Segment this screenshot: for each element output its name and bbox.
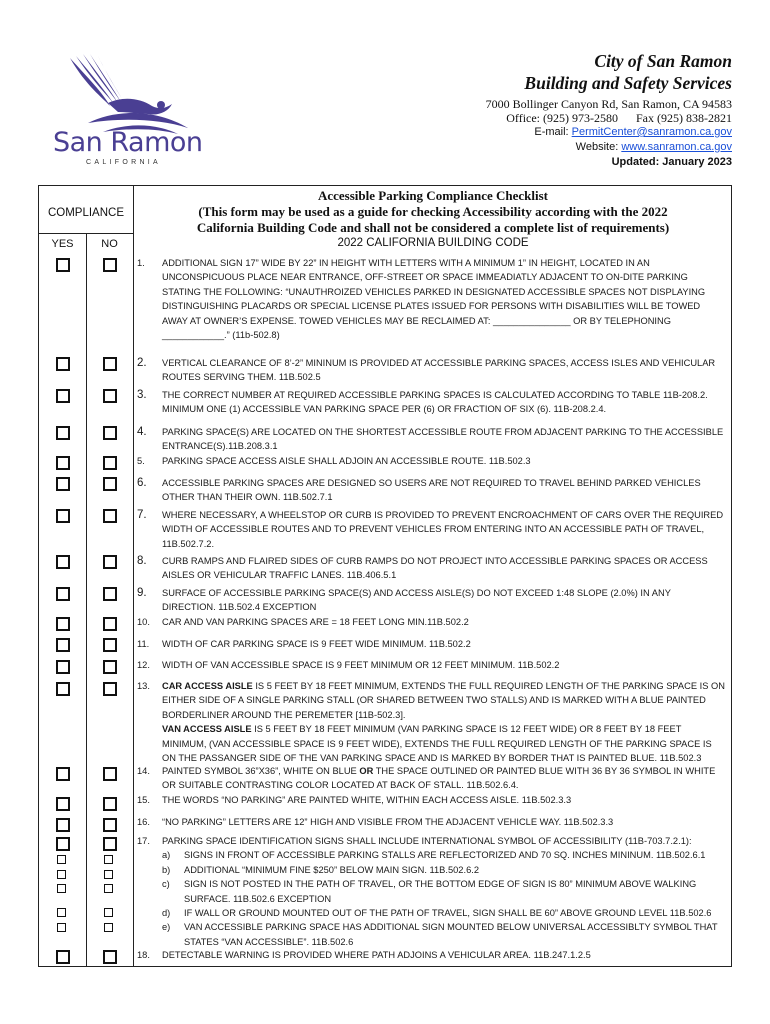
checklist-item <box>137 356 725 385</box>
item-number: 1. <box>137 258 145 268</box>
no-checkbox[interactable] <box>103 258 117 272</box>
item-number: 2. <box>137 357 147 369</box>
compliance-header: COMPLIANCE <box>47 207 125 219</box>
yes-checkbox-sub-b[interactable] <box>57 870 66 879</box>
no-checkbox[interactable] <box>103 682 117 696</box>
yes-checkbox-sub-a[interactable] <box>57 855 66 864</box>
sub-item <box>162 920 725 949</box>
yes-checkbox-sub-c[interactable] <box>57 884 66 893</box>
item-text <box>162 764 725 793</box>
website-line <box>372 140 732 155</box>
item-text: DETECTABLE WARNING IS PROVIDED WHERE PATH ADJOINS A VEHICULAR AREA. 11B.247.1.2.5 <box>162 950 591 960</box>
sub-item <box>162 863 725 877</box>
item-text <box>162 834 725 949</box>
checklist-item <box>137 793 725 807</box>
yes-checkbox[interactable] <box>56 767 70 781</box>
item-text: ACCESSIBLE PARKING SPACES ARE DESIGNED SO USERS ARE NOT REQUIRED TO TRAVEL BEHIND PARKED VEHICLES OTHER THAN THEIR OWN. 11B.502.7.1 <box>162 478 701 503</box>
van-aisle-label: VAN ACCESS AISLE <box>162 724 252 735</box>
item-number: 6. <box>137 477 147 489</box>
item-number: 16. <box>137 817 150 827</box>
item-text: ADDITIONAL SIGN 17” WIDE BY 22” IN HEIGHT WITH LETTERS WITH A MINIMUM 1” IN HEIGHT, LOCATED IN AN UNCONSPICUOUS PLACE NEAR ENTRANCE, OFF-STREET OR SPACE IMMEADIATLY ADJACENT TO ON-DITE PARKING STATING THE FOLLOWING: “UNAUTHROIZED VEHICLES PARKED IN DESIGNATED ACCESSIBLE SPACES NOT DISPLAYING DISTINGUISHING PLACARDS OR SPECIAL LICENSE PLATES ISSUED FOR PERSONS WITH DISABILITIES WILL BE TOWED AWAY AT OWNER’S EXPENSE. TOWED VEHICLES MAY BE RECLAIMED AT: _______________ OR BY TELEPHONING ____________.” (11b-502.8) <box>162 258 706 341</box>
sub-item-letter: a) <box>162 850 171 861</box>
no-checkbox[interactable] <box>103 638 117 652</box>
no-checkbox[interactable] <box>103 660 117 674</box>
item-number: 4. <box>137 426 147 438</box>
website-label: Website: <box>575 141 619 153</box>
checklist-item <box>137 815 725 829</box>
sub-item-text: IF WALL OR GROUND MOUNTED OUT OF THE PATH OF TRAVEL, SIGN SHALL BE 60” ABOVE GROUND LEVEL 11B.502.6 <box>184 908 712 919</box>
item-text: CAR AND VAN PARKING SPACES ARE = 18 FEET LONG MIN.11B.502.2 <box>162 617 469 627</box>
checklist-item <box>137 586 725 615</box>
no-checkbox[interactable] <box>103 426 117 440</box>
no-checkbox[interactable] <box>103 477 117 491</box>
item-number: 8. <box>137 555 147 567</box>
column-divider <box>133 186 134 966</box>
checklist-item <box>137 764 725 793</box>
yes-checkbox[interactable] <box>56 258 70 272</box>
item-text-bold: OR <box>359 766 374 776</box>
item-text: VERTICAL CLEARANCE OF 8’-2” MININUM IS PROVIDED AT ACCESSIBLE PARKING SPACES, ACCESS ISLES AND VEHICULAR ROUTES SERVING THEM. 11B.502.5 <box>162 358 716 383</box>
item-number: 10. <box>137 617 150 627</box>
yes-checkbox[interactable] <box>56 357 70 371</box>
no-checkbox-sub-c[interactable] <box>104 884 113 893</box>
yes-checkbox[interactable] <box>56 456 70 470</box>
no-checkbox[interactable] <box>103 555 117 569</box>
no-checkbox-sub-b[interactable] <box>104 870 113 879</box>
checklist-item <box>137 256 725 342</box>
title-line-1: Accessible Parking Compliance Checklist <box>317 188 548 203</box>
item-text: THE CORRECT NUMBER AT REQUIRED ACCESSIBLE PARKING SPACES IS CALCULATED ACCORDING TO TABLE 11B-208.2. MINIMUM ONE (1) ACCESSIBLE VAN PARKING SPACE PER (6) OR FRACTION OF SIX (6). 11B-208.2.4. <box>162 390 708 415</box>
item-intro: PARKING SPACE IDENTIFICATION SIGNS SHALL INCLUDE INTERNATIONAL SYMBOL OF ACCESSIBILITY (11B-703.7.2.1): <box>162 836 692 846</box>
no-checkbox[interactable] <box>103 797 117 811</box>
yes-checkbox[interactable] <box>56 426 70 440</box>
yes-checkbox[interactable] <box>56 389 70 403</box>
logo-subtext: CALIFORNIA <box>86 159 162 166</box>
item-text: “NO PARKING” LETTERS ARE 12” HIGH AND VISIBLE FROM THE ADJACENT VEHICLE WAY. 11B.502.3.3 <box>162 817 614 827</box>
item-number: 12. <box>137 660 150 670</box>
no-checkbox[interactable] <box>103 818 117 832</box>
item-text: PARKING SPACE ACCESS AISLE SHALL ADJOIN AN ACCESSIBLE ROUTE. 11B.502.3 <box>162 456 531 466</box>
sub-item-text: VAN ACCESSIBLE PARKING SPACE HAS ADDITIONAL SIGN MOUNTED BELOW UNIVERSAL ACCESSIBLTY SYMBOL THAT STATES “VAN ACCESSIBLE”. 11B.502.6 <box>184 922 718 947</box>
sub-item <box>162 906 725 920</box>
item-text: WHERE NECESSARY, A WHEELSTOP OR CURB IS PROVIDED TO PREVENT ENCROACHMENT OF CARS OVER THE REQUIRED WIDTH OF ACCESSIBLE ROUTES AND TO PREVENT VEHICLES FROM ENTERING INTO AN ACCESSIBLE PATH OF TRAVEL, 11B.502.7.2. <box>162 510 724 549</box>
checklist-item <box>137 508 725 551</box>
car-aisle-label: CAR ACCESS AISLE <box>162 681 253 691</box>
no-checkbox[interactable] <box>103 837 117 851</box>
website-link[interactable]: www.sanramon.ca.gov <box>621 141 732 153</box>
item-text: PARKING SPACE(S) ARE LOCATED ON THE SHORTEST ACCESSIBLE ROUTE FROM ADJACENT PARKING TO THE ACCESSIBLE ENTRANCE(S).11B.208.3.1 <box>162 427 724 452</box>
item-number: 17. <box>137 836 150 846</box>
checklist-item <box>137 637 725 651</box>
checklist-item <box>137 834 725 949</box>
yes-checkbox-sub-e[interactable] <box>57 923 66 932</box>
yes-checkbox-sub-d[interactable] <box>57 908 66 917</box>
no-checkbox[interactable] <box>103 456 117 470</box>
item-number: 9. <box>137 587 147 599</box>
yes-column-header: YES <box>51 238 74 250</box>
item-text-part: PAINTED SYMBOL 36”X36”, WHITE ON BLUE <box>162 766 360 776</box>
no-checkbox-sub-d[interactable] <box>104 908 113 917</box>
code-heading: 2022 CALIFORNIA BUILDING CODE <box>337 237 529 249</box>
item-text-part: THE SPACE OUTLINED OR PAINTED BLUE WITH 36 BY 36 SYMBOL IN WHITE OR SUITABLE CONTRASTING COLOR LOCATED AT BACK OF STALL. 11B.502.6.4. <box>162 766 716 791</box>
item-text: CURB RAMPS AND FLAIRED SIDES OF CURB RAMPS DO NOT PROJECT INTO ACCESSIBLE PARKING SPACES OR ACCESS AISLES OR VEHICULAR TRAFFIC LANES. 11B.406.5.1 <box>162 556 708 581</box>
yes-checkbox[interactable] <box>56 818 70 832</box>
yes-checkbox[interactable] <box>56 682 70 696</box>
sub-item-letter: c) <box>162 879 170 890</box>
address: 7000 Bollinger Canyon Rd, San Ramon, CA 94583 <box>485 97 732 111</box>
no-checkbox[interactable] <box>103 357 117 371</box>
title-line-2: (This form may be used as a guide for checking Accessibility according with the 2022 <box>198 204 668 219</box>
checklist-item <box>137 679 725 765</box>
item-number: 13. <box>137 681 150 691</box>
item-text: THE WORDS “NO PARKING” ARE PAINTED WHITE, WITHIN EACH ACCESS AISLE. 11B.502.3.3 <box>162 795 572 805</box>
yes-no-divider <box>86 233 87 966</box>
updated-date: Updated: January 2023 <box>611 156 732 168</box>
yes-checkbox[interactable] <box>56 555 70 569</box>
no-checkbox[interactable] <box>103 509 117 523</box>
sub-item <box>162 848 725 862</box>
item-number: 3. <box>137 389 147 401</box>
item-number: 18. <box>137 950 150 960</box>
checklist-item <box>137 425 725 454</box>
yes-checkbox[interactable] <box>56 950 70 964</box>
checklist-title <box>134 188 732 236</box>
yes-checkbox[interactable] <box>56 837 70 851</box>
no-checkbox-sub-a[interactable] <box>104 855 113 864</box>
item-text: WIDTH OF VAN ACCESSIBLE SPACE IS 9 FEET MINIMUM OR 12 FEET MINIMUM. 11B.502.2 <box>162 660 560 670</box>
no-checkbox[interactable] <box>103 587 117 601</box>
item-number: 14. <box>137 766 150 776</box>
item-text <box>162 679 725 765</box>
email-label: E-mail: <box>534 126 569 138</box>
checklist-item <box>137 476 725 505</box>
item-text: WIDTH OF CAR PARKING SPACE IS 9 FEET WIDE MINIMUM. 11B.502.2 <box>162 639 471 649</box>
sub-item-letter: e) <box>162 922 171 933</box>
checklist-item <box>137 948 725 962</box>
sub-item-text: SIGNS IN FRONT OF ACCESSIBLE PARKING STALLS ARE REFLECTORIZED AND 70 SQ. INCHES MININUM. 11B.502.6.1 <box>184 850 706 861</box>
yes-checkbox[interactable] <box>56 477 70 491</box>
checklist-item <box>137 615 725 629</box>
city-name: City of San Ramon <box>594 51 732 71</box>
yes-checkbox[interactable] <box>56 797 70 811</box>
email-link[interactable]: PermitCenter@sanramon.ca.gov <box>571 126 732 138</box>
checklist-item <box>137 454 725 468</box>
sub-item <box>162 877 725 906</box>
yes-checkbox[interactable] <box>56 660 70 674</box>
yes-checkbox[interactable] <box>56 638 70 652</box>
checklist-item <box>137 388 725 417</box>
no-checkbox[interactable] <box>103 950 117 964</box>
yes-checkbox[interactable] <box>56 587 70 601</box>
sub-item-letter: d) <box>162 908 171 919</box>
compliance-header-divider <box>39 233 133 234</box>
checklist-item <box>137 658 725 672</box>
compliance-checklist-table <box>38 185 732 967</box>
item-number: 7. <box>137 509 147 521</box>
logo-wordmark: San Ramon <box>53 127 203 158</box>
car-aisle-text: IS 5 FEET BY 18 FEET MINIMUM, EXTENDS THE FULL REQUIRED LENGTH OF THE PARKING SPACE IS ON EITHER SIDE OF A SINGLE PARKING STALL (OR SHARED BETWEEN TWO STALLS) AND IS MARKED WITH A BLUE PAINTED BORDERLINER AROUND THE PEREMETER [11B-502.3]. <box>162 681 725 720</box>
item-number: 5. <box>137 456 145 466</box>
item-text: SURFACE OF ACCESSIBLE PARKING SPACE(S) AND ACCESS AISLE(S) DO NOT EXCEED 1:48 SLOPE (2.0%) IN ANY DIRECTION. 11B.502.4 EXCEPTION <box>162 588 671 613</box>
sub-item-text: SIGN IS NOT POSTED IN THE PATH OF TRAVEL, OR THE BOTTOM EDGE OF SIGN IS 80” MINIMUM ABOVE WALKING SURFACE. 11B.502.6 EXCEPTION <box>184 879 697 904</box>
email-line <box>372 125 732 140</box>
yes-checkbox[interactable] <box>56 509 70 523</box>
checklist-item <box>137 554 725 583</box>
phone-fax: Office: (925) 973-2580 Fax (925) 838-2821 <box>506 111 732 125</box>
department-name: Building and Safety Services <box>524 73 732 93</box>
no-checkbox[interactable] <box>103 767 117 781</box>
no-checkbox[interactable] <box>103 389 117 403</box>
no-checkbox[interactable] <box>103 617 117 631</box>
no-column-header: NO <box>101 238 118 250</box>
no-checkbox-sub-e[interactable] <box>104 923 113 932</box>
sub-item-letter: b) <box>162 864 171 875</box>
org-contact-block <box>372 50 732 170</box>
item-number: 15. <box>137 795 150 805</box>
item-number: 11. <box>137 639 150 649</box>
sub-item-text: ADDITIONAL “MINIMUM FINE $250” BELOW MAIN SIGN. 11B.502.6.2 <box>184 864 479 875</box>
van-aisle-text: IS 5 FEET BY 18 FEET MINIMUM (VAN PARKING SPACE IS 12 FEET WIDE) OR 8 FEET BY 18 FEET MINIMUM, (VAN ACCESSIBLE SPACE IS 9 FEET WIDE), EXTENDS THE FULL REQUIRED LENGTH OF THE PARKING SPACE IS ON THE PASSANGER SIDE OF THE VAN PARKING SPACE AND IS MARKED BY BORDER THAT IS PAINTED BLUE. 11B.502.3 <box>162 724 712 764</box>
yes-checkbox[interactable] <box>56 617 70 631</box>
title-line-3: California Building Code and shall not be considered a complete list of requirements) <box>196 220 670 235</box>
